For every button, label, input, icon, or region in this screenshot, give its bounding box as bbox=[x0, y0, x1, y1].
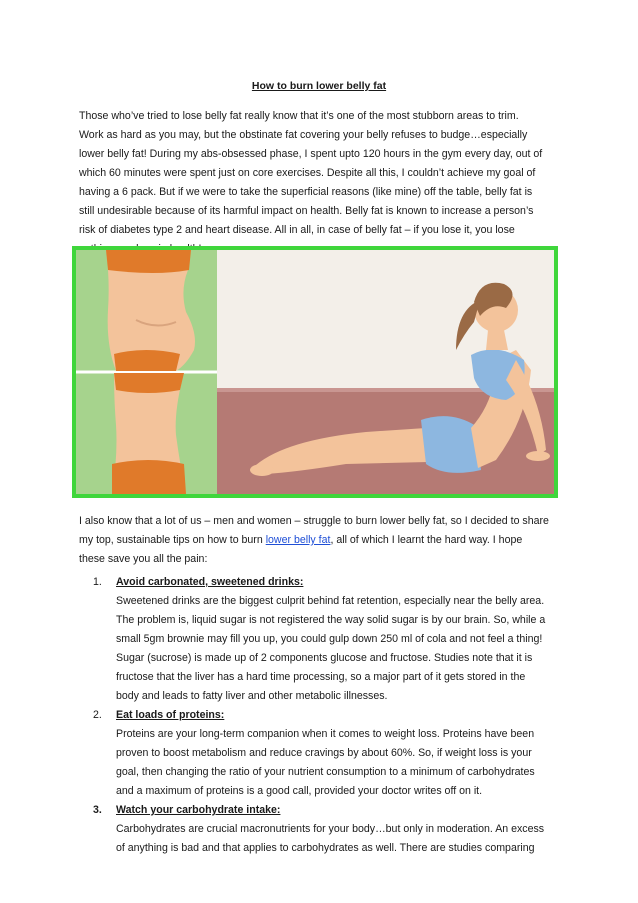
tip-line: fructose that the liver has a hard time processing, so a major part of it gets stored in the bbox=[116, 671, 526, 683]
intro-line: risk of diabetes type 2 and heart disease. All in all, in case of belly fat – if you lose it, you lose bbox=[79, 224, 515, 236]
intro-line: having a 6 pack. But if we were to take the superficial reasons (like mine) off the table, belly fat is bbox=[79, 186, 533, 198]
tip-line: Sugar (sucrose) is made up of 2 components glucose and fructose. Studies note that it is bbox=[116, 652, 533, 664]
tip-body bbox=[116, 725, 606, 801]
paragraph-line bbox=[79, 531, 567, 550]
illustration-svg bbox=[76, 250, 554, 494]
intro-line: which 60 minutes were spent just on core exercises. Despite all this, I couldn’t achieve my goal of bbox=[79, 167, 536, 179]
tip-line: of anything is bad and that applies to carbohydrates as well. There are studies comparing bbox=[116, 842, 535, 854]
belly-fat-illustration bbox=[72, 246, 558, 498]
bikini-bottom-after bbox=[112, 460, 186, 494]
text-run: my top, sustainable tips on how to burn bbox=[79, 534, 266, 546]
intro-line: Work as hard as you may, but the obstinate fat covering your belly refuses to budge…especially bbox=[79, 129, 528, 141]
tip-heading: Avoid carbonated, sweetened drinks: bbox=[116, 576, 304, 588]
paragraph-line: these save you all the pain: bbox=[79, 553, 208, 565]
intro-line: still undesirable because of its harmful impact on health. Belly fat is known to increase a person’s bbox=[79, 205, 534, 217]
tip-line: and a maximum of proteins is a good call, provided your doctor writes off on it. bbox=[116, 785, 483, 797]
bikini-top-after bbox=[114, 373, 184, 393]
tip-line: body and leads to fatty liver and other metabolic illnesses. bbox=[116, 690, 388, 702]
tip-line: Proteins are your long-term companion when it comes to weight loss. Proteins have been bbox=[116, 728, 535, 740]
tip-line: Carbohydrates are crucial macronutrients for your body…but only in moderation. An excess bbox=[116, 823, 545, 835]
tip-line: small 5gm brownie may fill you up, you could gulp down 250 ml of cola and not feel a thing! bbox=[116, 633, 543, 645]
list-number: 1. bbox=[93, 576, 102, 588]
tip-body bbox=[116, 820, 606, 858]
page-title: How to burn lower belly fat bbox=[251, 80, 387, 92]
tips-list bbox=[79, 573, 569, 858]
tip-heading: Watch your carbohydrate intake: bbox=[116, 804, 281, 816]
list-number: 3. bbox=[93, 804, 102, 816]
tip-heading: Eat loads of proteins: bbox=[116, 709, 225, 721]
intro-line: Those who’ve tried to lose belly fat really know that it’s one of the most stubborn areas to trim. bbox=[79, 110, 519, 122]
text-run: , all of which I learnt the hard way. I hope bbox=[330, 534, 523, 546]
tip-line: proven to boost metabolism and reduce cravings by about 60%. So, if weight loss is your bbox=[116, 747, 532, 759]
bikini-bottom-before bbox=[114, 350, 180, 371]
intro-paragraph bbox=[79, 107, 567, 259]
tip-line: The problem is, liquid sugar is not registered the way solid sugar is by our brain. So, while a bbox=[116, 614, 546, 626]
foot bbox=[250, 464, 274, 476]
list-item bbox=[79, 573, 569, 706]
intro-line: lower belly fat! During my abs-obsessed phase, I spent upto 120 hours in the gym every day, out of bbox=[79, 148, 543, 160]
list-number: 2. bbox=[93, 709, 102, 721]
list-item bbox=[79, 801, 569, 858]
shorts bbox=[421, 416, 481, 473]
tip-body bbox=[116, 592, 606, 706]
bikini-top-before bbox=[106, 250, 191, 273]
tip-line: Sweetened drinks are the biggest culprit behind fat retention, especially near the belly area. bbox=[116, 595, 545, 607]
hand bbox=[526, 451, 550, 461]
tip-line: goal, then changing the ratio of your nutrient consumption to a minimum of carbohydrates bbox=[116, 766, 535, 778]
list-item bbox=[79, 706, 569, 801]
after-figure-paragraph bbox=[79, 512, 567, 569]
paragraph-line: I also know that a lot of us – men and women – struggle to burn lower belly fat, so I decided to share bbox=[79, 515, 549, 527]
lower-belly-fat-link[interactable]: lower belly fat bbox=[265, 534, 331, 546]
